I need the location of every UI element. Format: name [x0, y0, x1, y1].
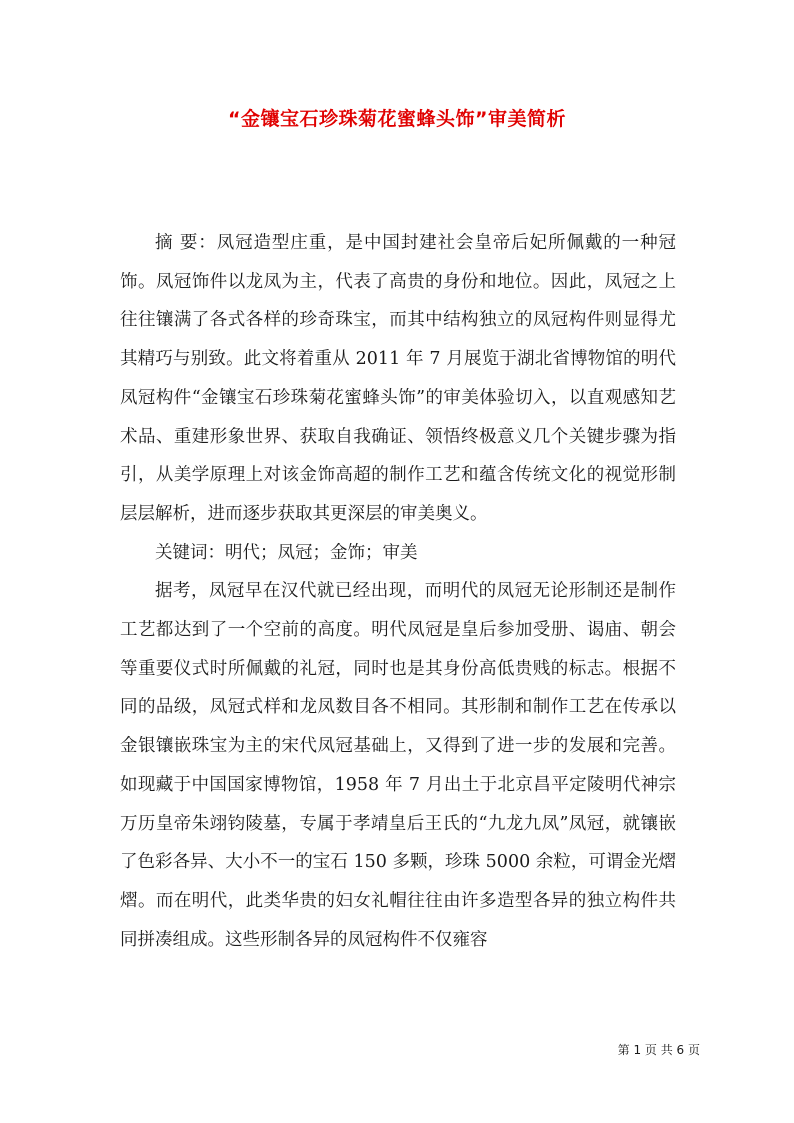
document-body [120, 224, 676, 959]
page-label: 第 1 页 共 6 页 [617, 1043, 700, 1057]
document-title: “金镶宝石珍珠菊花蜜蜂头饰”审美简析 [228, 108, 566, 130]
abstract-paragraph: 摘 要：凤冠造型庄重，是中国封建社会皇帝后妃所佩戴的一种冠饰。凤冠饰件以龙凤为主，代表了高贵的身份和地位。因此，凤冠之上往往镶满了各式各样的珍奇珠宝，而其中结构独立的凤冠构件则显得尤其精巧与别致。此文将着重从 2011 年 7 月展览于湖北省博物馆的明代凤冠构件“金镶宝石珍珠菊花蜜蜂头饰”的审美体验切入，以直观感知艺术品、重建形象世界、获取自我确证、领悟终极意义几个关键步骤为指引，从美学原理上对该金饰高超的制作工艺和蕴含传统文化的视觉形制层层解析，进而逐步获取其更深层的审美奥义。 [120, 233, 676, 524]
page-number-footer [560, 1041, 700, 1058]
body-paragraph: 据考，凤冠早在汉代就已经出现，而明代的凤冠无论形制还是制作工艺都达到了一个空前的高度。明代凤冠是皇后参加受册、谒庙、朝会等重要仪式时所佩戴的礼冠，同时也是其身份高低贵贱的标志。根据不同的品级，凤冠式样和龙凤数目各不相同。其形制和制作工艺在传承以金银镶嵌珠宝为主的宋代凤冠基础上，又得到了进一步的发展和完善。如现藏于中国国家博物馆，1958 年 7 月出土于北京昌平定陵明代神宗万历皇帝朱翊钧陵墓，专属于孝靖皇后王氏的“九龙九凤”凤冠，就镶嵌了色彩各异、大小不一的宝石 150 多颗，珍珠 5000 余粒，可谓金光熠熠。而在明代，此类华贵的妇女礼帽往往由许多造型各异的独立构件共同拼凑组成。这些形制各异的凤冠构件不仅雍容 [120, 581, 676, 950]
keywords-paragraph: 关键词：明代；凤冠；金饰；审美 [155, 542, 418, 563]
